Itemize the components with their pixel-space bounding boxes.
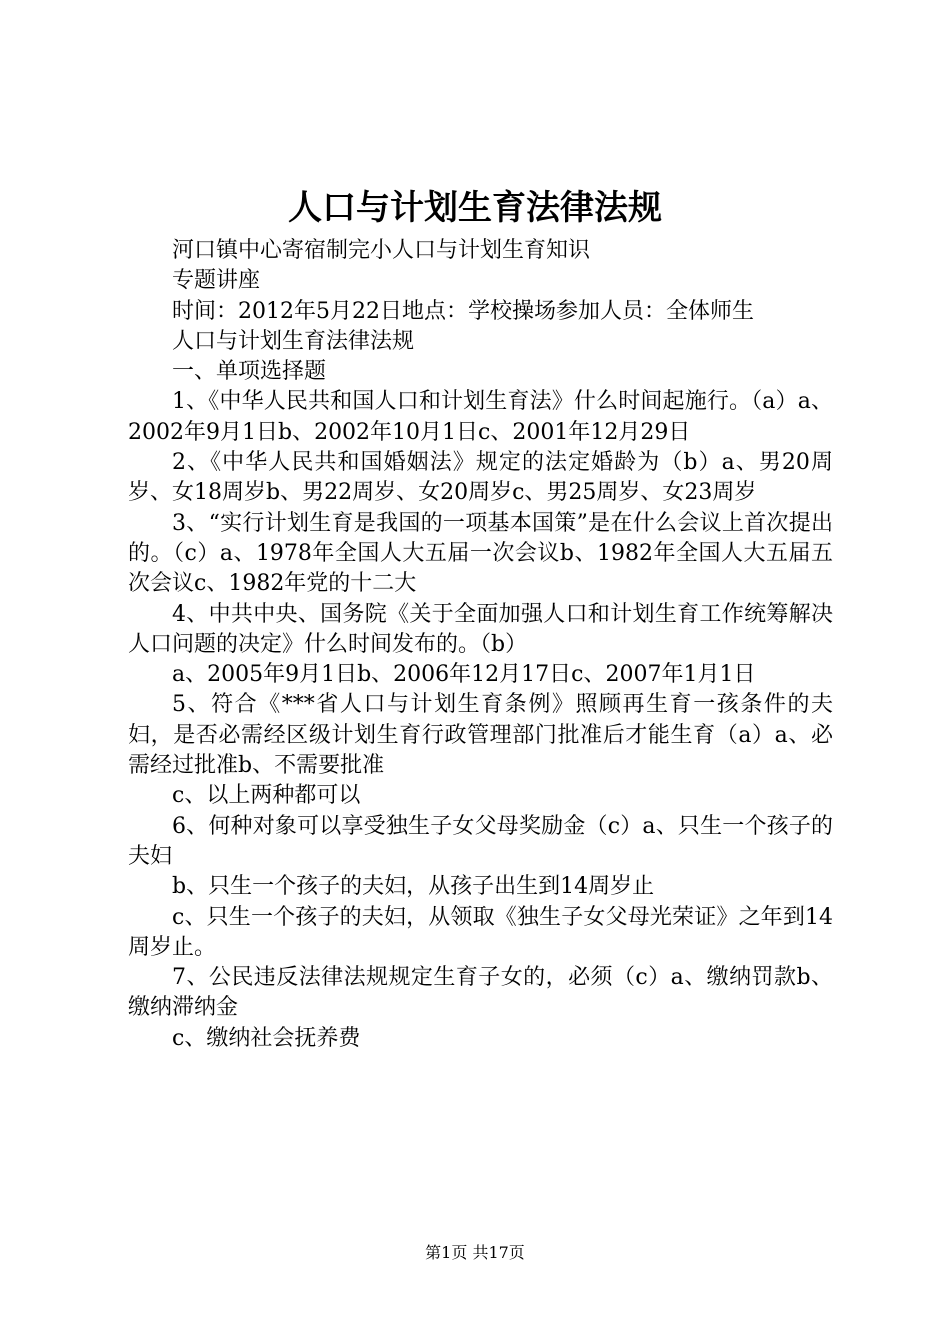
question-6: 6、何种对象可以享受独生子女父母奖励金（c）a、只生一个孩子的夫妇 xyxy=(128,813,833,869)
paragraph-3: 时间：2012年5月22日地点：学校操场参加人员：全体师生 xyxy=(172,298,754,324)
question-2: 2、《中华人民共和国婚姻法》规定的法定婚龄为（b）a、男20周岁、女18周岁b、男22周岁、女20周岁c、男25周岁、女23周岁 xyxy=(128,450,833,506)
question-6-option-b: b、只生一个孩子的夫妇，从孩子出生到14周岁止 xyxy=(172,874,655,900)
paragraph-1: 河口镇中心寄宿制完小人口与计划生育知识 xyxy=(172,238,591,263)
question-7: 7、公民违反法律法规规定生育子女的，必须（c）a、缴纳罚款b、缴纳滞纳金 xyxy=(128,965,833,1021)
question-3: 3、“实行计划生育是我国的一项基本国策”是在什么会议上首次提出的。（c）a、1978年全国人大五届一次会议b、1982年全国人大五届五次会议c、1982年党的十二大 xyxy=(128,510,833,597)
question-4: 4、中共中央、国务院《关于全面加强人口和计划生育工作统筹解决人口问题的决定》什么时间发布的。（b） xyxy=(128,601,833,657)
paragraph-5: 一、单项选择题 xyxy=(172,359,327,385)
question-5: 5、符合《***省人口与计划生育条例》照顾再生育一孩条件的夫妇，是否必需经区级计划生育行政管理部门批准后才能生育（a）a、必需经过批准b、不需要批准 xyxy=(128,692,833,779)
document-title: 人口与计划生育法律法规 xyxy=(288,188,662,228)
document-body xyxy=(128,236,833,1054)
page-footer: 第1页 共17页 xyxy=(425,1243,525,1262)
question-7-option-c: c、缴纳社会抚养费 xyxy=(172,1025,361,1051)
paragraph-4: 人口与计划生育法律法规 xyxy=(172,328,415,354)
question-5-option-c: c、以上两种都可以 xyxy=(172,783,361,809)
question-1: 1、《中华人民共和国人口和计划生育法》什么时间起施行。（a）a、2002年9月1日b、2002年10月1日c、2001年12月29日 xyxy=(128,389,833,445)
paragraph-2: 专题讲座 xyxy=(172,268,261,294)
question-4-options: a、2005年9月1日b、2006年12月17日c、2007年1月1日 xyxy=(172,662,756,688)
question-6-option-c: c、只生一个孩子的夫妇，从领取《独生子女父母光荣证》之年到14周岁止。 xyxy=(128,904,833,960)
